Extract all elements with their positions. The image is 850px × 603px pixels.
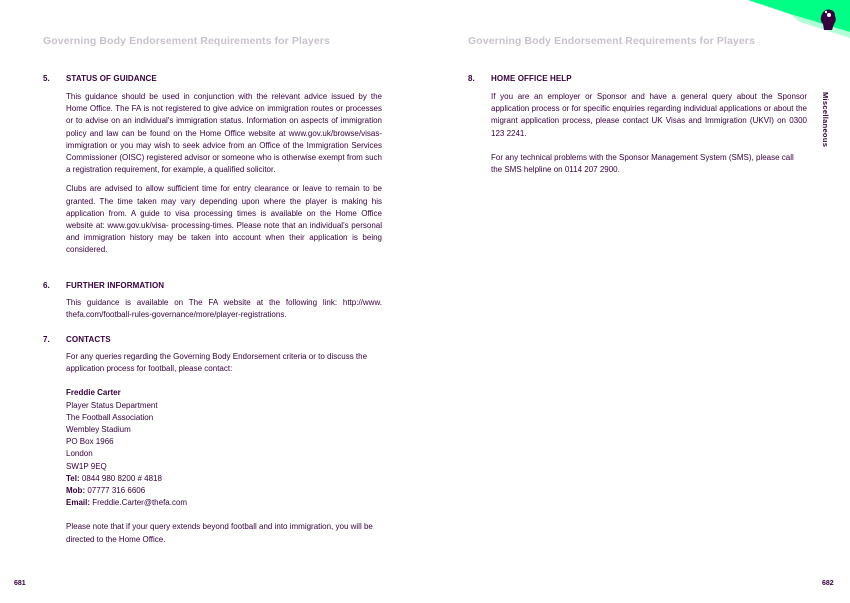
section-title: FURTHER INFORMATION	[66, 281, 165, 290]
tel-value: 0844 980 8200 # 4818	[81, 473, 162, 483]
section-number: 5.	[43, 74, 50, 83]
section-title: HOME OFFICE HELP	[491, 74, 572, 83]
address-line: SW1P 9EQ	[66, 461, 107, 471]
section-number: 6.	[43, 281, 50, 290]
paragraph: For any queries regarding the Governing Body Endorsement criteria or to discuss the application process for football, please contact:	[66, 352, 368, 374]
page-number: 681	[14, 580, 26, 587]
mob-value: 07777 316 6606	[87, 486, 146, 496]
mob-label: Mob:	[66, 486, 86, 496]
section-number: 7.	[43, 335, 50, 344]
address-line: PO Box 1966	[66, 437, 114, 447]
email-link[interactable]: Freddie.Carter@thefa.com	[92, 498, 188, 508]
paragraph: Please note that if your query extends beyond football and into immigration, you will be directed to the Home Office.	[66, 522, 373, 544]
contact-email	[66, 497, 382, 509]
page-number: 682	[822, 580, 834, 587]
section-title: CONTACTS	[66, 335, 111, 344]
contact-name: Freddie Carter	[66, 388, 121, 398]
address-line: London	[66, 449, 93, 459]
paragraph: This guidance is available on The FA website at the following link: http://www. thefa.com/football-rules-governance/more/player-registrations.	[66, 298, 382, 320]
tel-label: Tel:	[66, 473, 80, 483]
address-line: Player Status Department	[66, 400, 158, 410]
paragraph: This guidance should be used in conjunction with the relevant advice issued by the Home Office. The FA is not registered to give advice on immigration routes or processes or to advise on an individual's immigration status. Information on aspects of immigration policy and law can be found on the Home Office website at www.gov.uk/browse/visas-immigration or you may wish to seek advice from an Office of the Immigration Services Commissioner (OISC) registered advisor or someone who is otherwise exempt from such a registration requirement, for example, a qualified solicitor.	[66, 92, 382, 175]
paragraph: Clubs are advised to allow sufficient time for entry clearance or leave to remain to be granted. The time taken may vary depending upon where the player is making his application from. A guide to visa processing times is available on the Home Office website at: www.gov.uk/visa- processing-times. Please note that an individual's personal and immigration history may be taken into account when their application is being considered.	[66, 184, 382, 255]
address-line: Wembley Stadium	[66, 425, 131, 435]
address-line: The Football Association	[66, 412, 154, 422]
paragraph: If you are an employer or Sponsor and have a general query about the Sponsor application process or for specific enquiries regarding individual applications or about the migrant application process, please contact UK Visas and Immigration (UKVI) on 0300 123 2241.	[491, 92, 807, 138]
email-label: Email:	[66, 498, 91, 508]
page-header: Governing Body Endorsement Requirements for Players	[468, 35, 755, 47]
paragraph: For any technical problems with the Sponsor Management System (SMS), please call the SMS helpline on 0114 207 2900.	[491, 152, 794, 175]
side-tab-miscellaneous[interactable]: Miscellaneous	[821, 92, 830, 148]
section-title: STATUS OF GUIDANCE	[66, 74, 157, 83]
contact-mob	[66, 485, 382, 497]
section-number: 8.	[468, 74, 475, 83]
contact-tel	[66, 473, 382, 485]
right-page	[425, 0, 850, 603]
page-header: Governing Body Endorsement Requirements for Players	[43, 35, 330, 47]
